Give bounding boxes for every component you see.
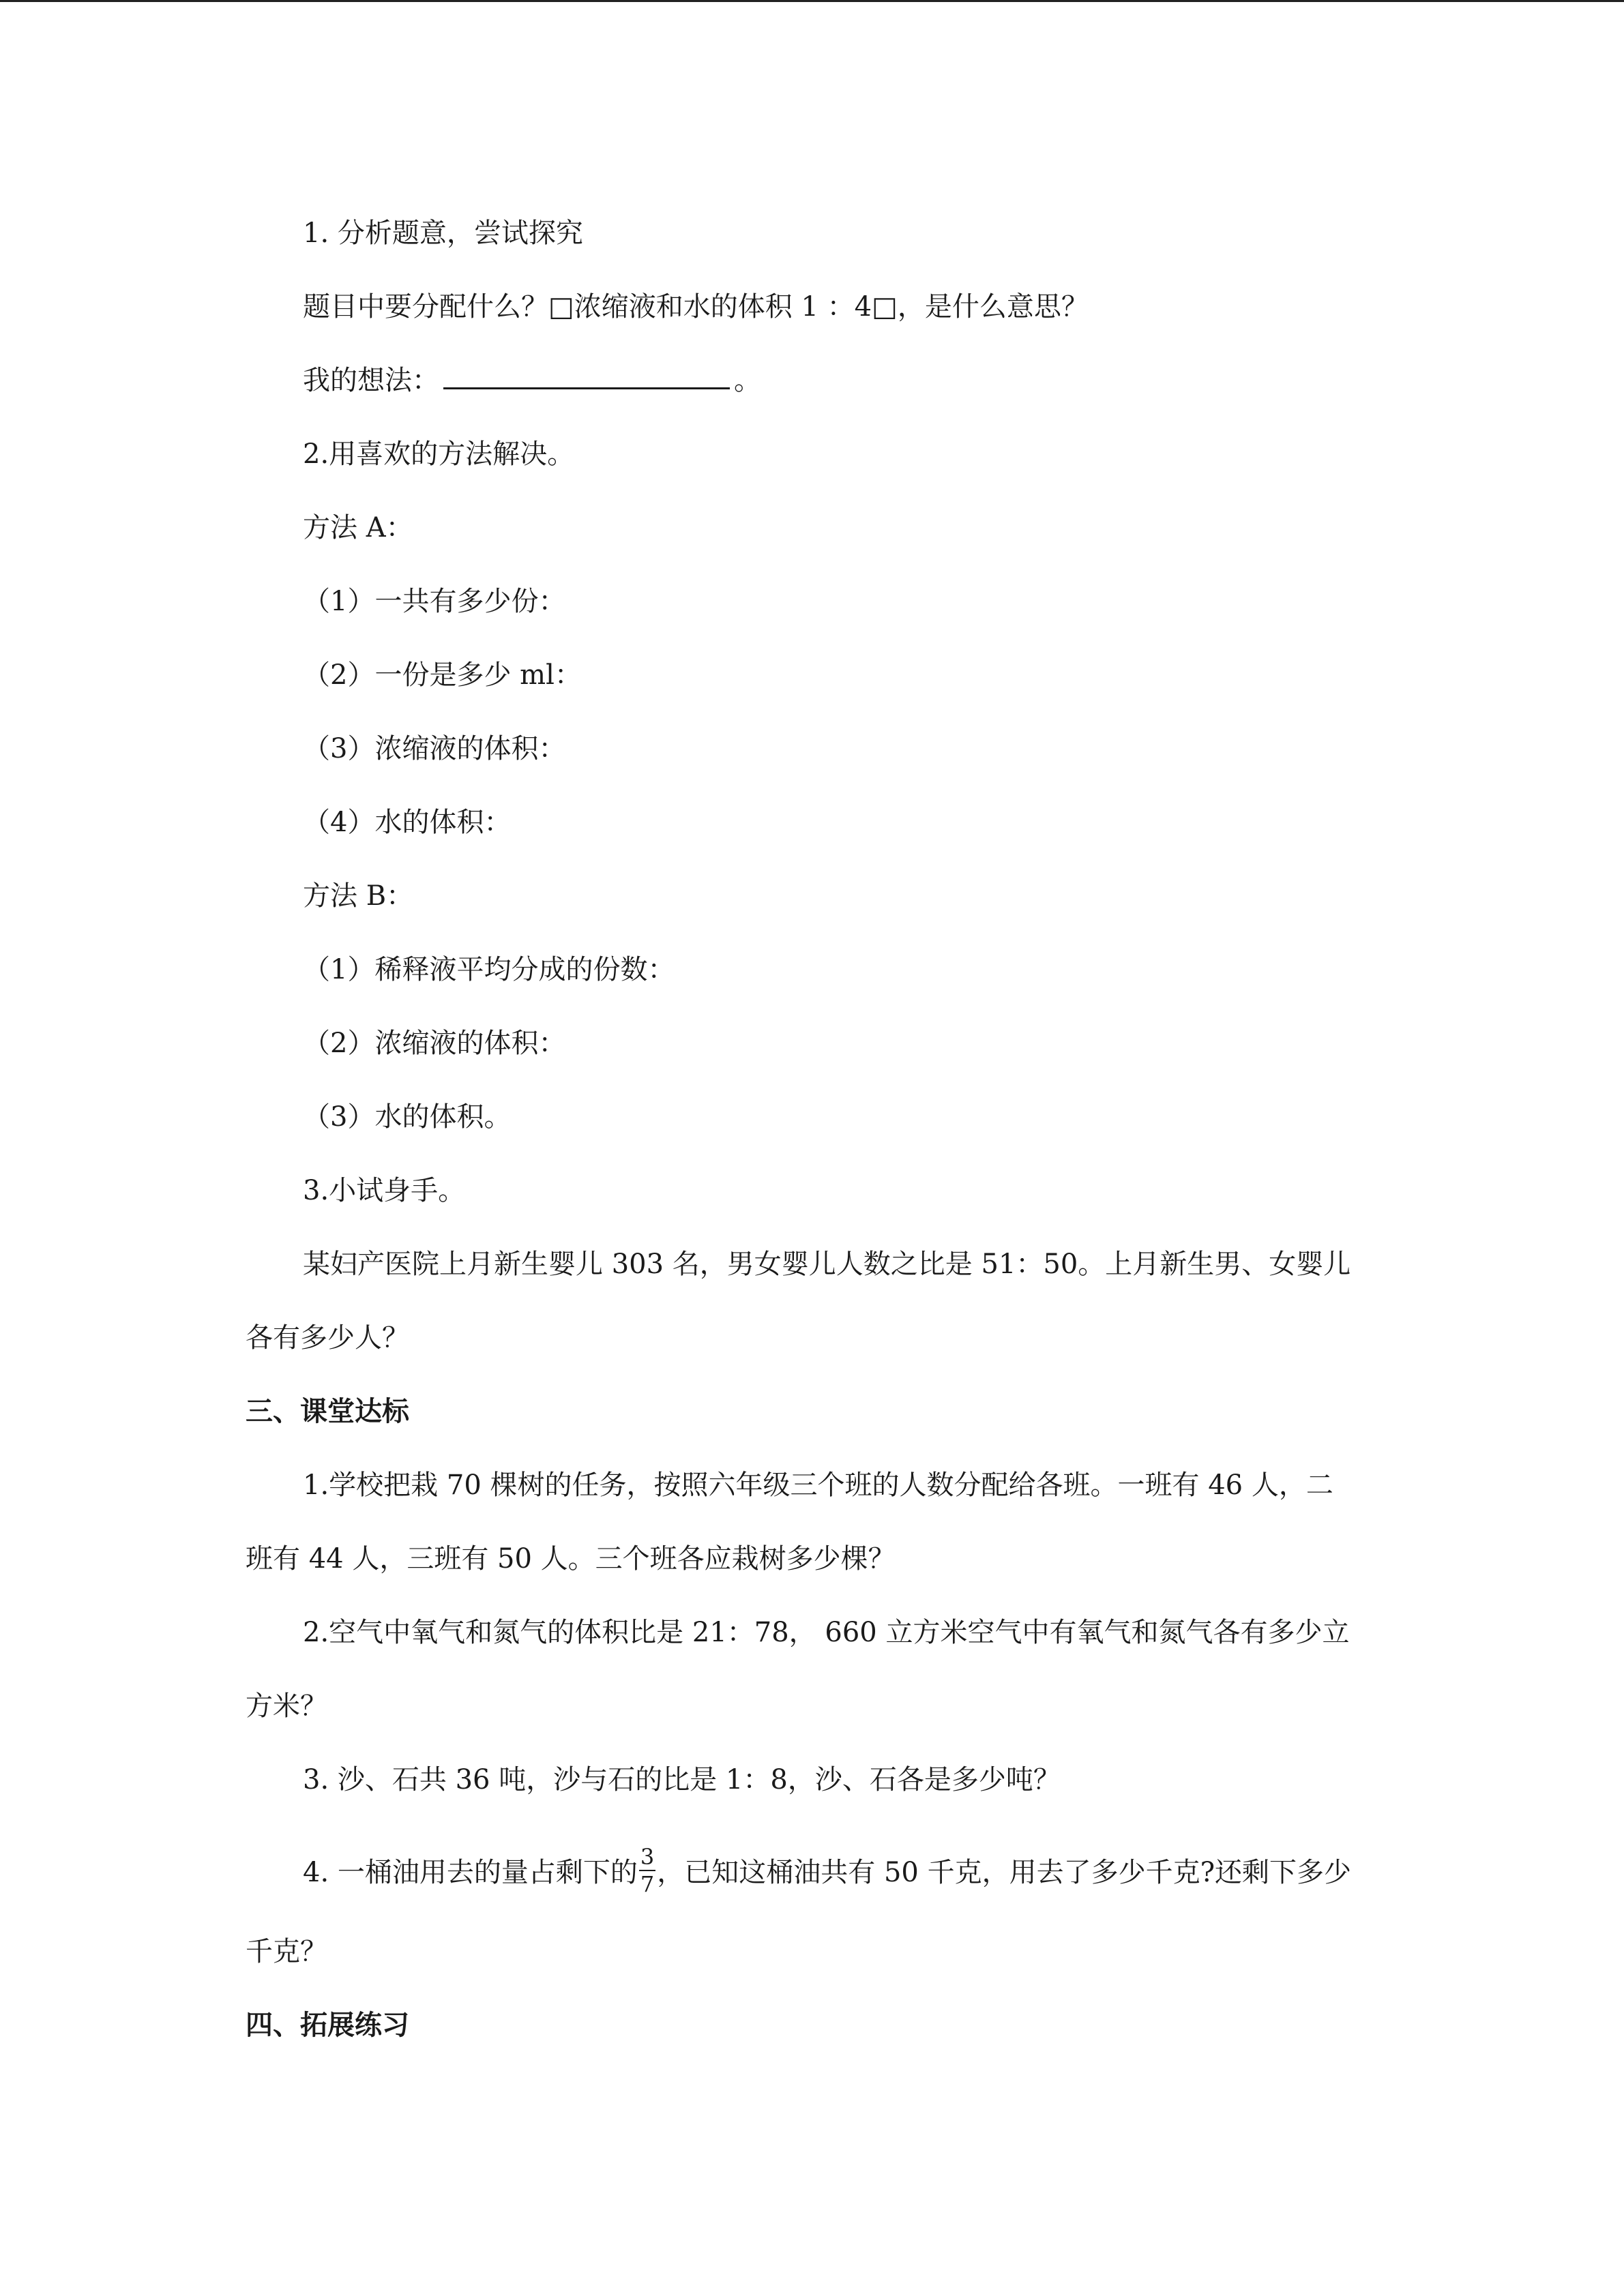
- step3-title: 3.小试身手。: [303, 1175, 466, 1206]
- step2-title: 2.用喜欢的方法解决。: [303, 438, 575, 470]
- my-idea-row: [303, 361, 761, 400]
- exercise-1-line: 班有 44 人，三班有 50 人。三个班各应栽树多少棵？: [246, 1543, 896, 1575]
- exercise-4-line: [303, 1844, 1352, 1901]
- section-heading-classroom: 三、课堂达标: [246, 1396, 409, 1427]
- my-idea-end: 。: [734, 365, 761, 396]
- method-a-step: （1）一共有多少份：: [303, 586, 566, 617]
- step3-problem-line: 各有多少人？: [246, 1322, 409, 1354]
- exercise-2-line: 方米？: [246, 1690, 327, 1722]
- exercise-4-prefix: 4. 一桶油用去的量占剩下的: [303, 1857, 638, 1888]
- exercise-1-line: 1.学校把栽 70 棵树的任务，按照六年级三个班的人数分配给各班。一班有 46 人，二: [303, 1470, 1333, 1501]
- exercise-4-line: 千克？: [246, 1936, 327, 1967]
- fraction-numerator: 3: [640, 1844, 655, 1870]
- my-idea-label: 我的想法：: [303, 365, 439, 396]
- method-b-label: 方法 B：: [303, 880, 414, 912]
- method-a-step: （4）水的体积：: [303, 807, 512, 838]
- exercise-4-suffix: ，已知这桶油共有 50 千克，用去了多少千克?还剩下多少: [657, 1857, 1352, 1888]
- method-b-step: （3）水的体积。: [303, 1101, 512, 1133]
- step3-problem-line: 某妇产医院上月新生婴儿 303 名，男女婴儿人数之比是 51：50。上月新生男、女婴儿: [303, 1249, 1351, 1280]
- method-a-label: 方法 A：: [303, 512, 413, 543]
- page-top-border: [0, 0, 1624, 2]
- method-b-step: （1）稀释液平均分成的份数：: [303, 954, 675, 985]
- method-b-step: （2）浓缩液的体积：: [303, 1028, 566, 1059]
- step1-title: 1. 分析题意，尝试探究: [303, 218, 583, 249]
- section-heading-extension: 四、拓展练习: [246, 2010, 409, 2041]
- step1-question: 题目中要分配什么？□浓缩液和水的体积 1 ：4□，是什么意思？: [303, 291, 1089, 323]
- exercise-3: 3. 沙、石共 36 吨，沙与石的比是 1：8，沙、石各是多少吨？: [303, 1764, 1061, 1795]
- fraction: [639, 1844, 655, 1897]
- fraction-denominator: 7: [640, 1871, 655, 1897]
- exercise-2-line: 2.空气中氧气和氮气的体积比是 21：78， 660 立方米空气中有氧气和氮气各有多少立: [303, 1617, 1350, 1648]
- method-a-step: （2）一份是多少 ml：: [303, 659, 582, 691]
- method-a-step: （3）浓缩液的体积：: [303, 733, 566, 764]
- answer-blank[interactable]: [443, 364, 730, 389]
